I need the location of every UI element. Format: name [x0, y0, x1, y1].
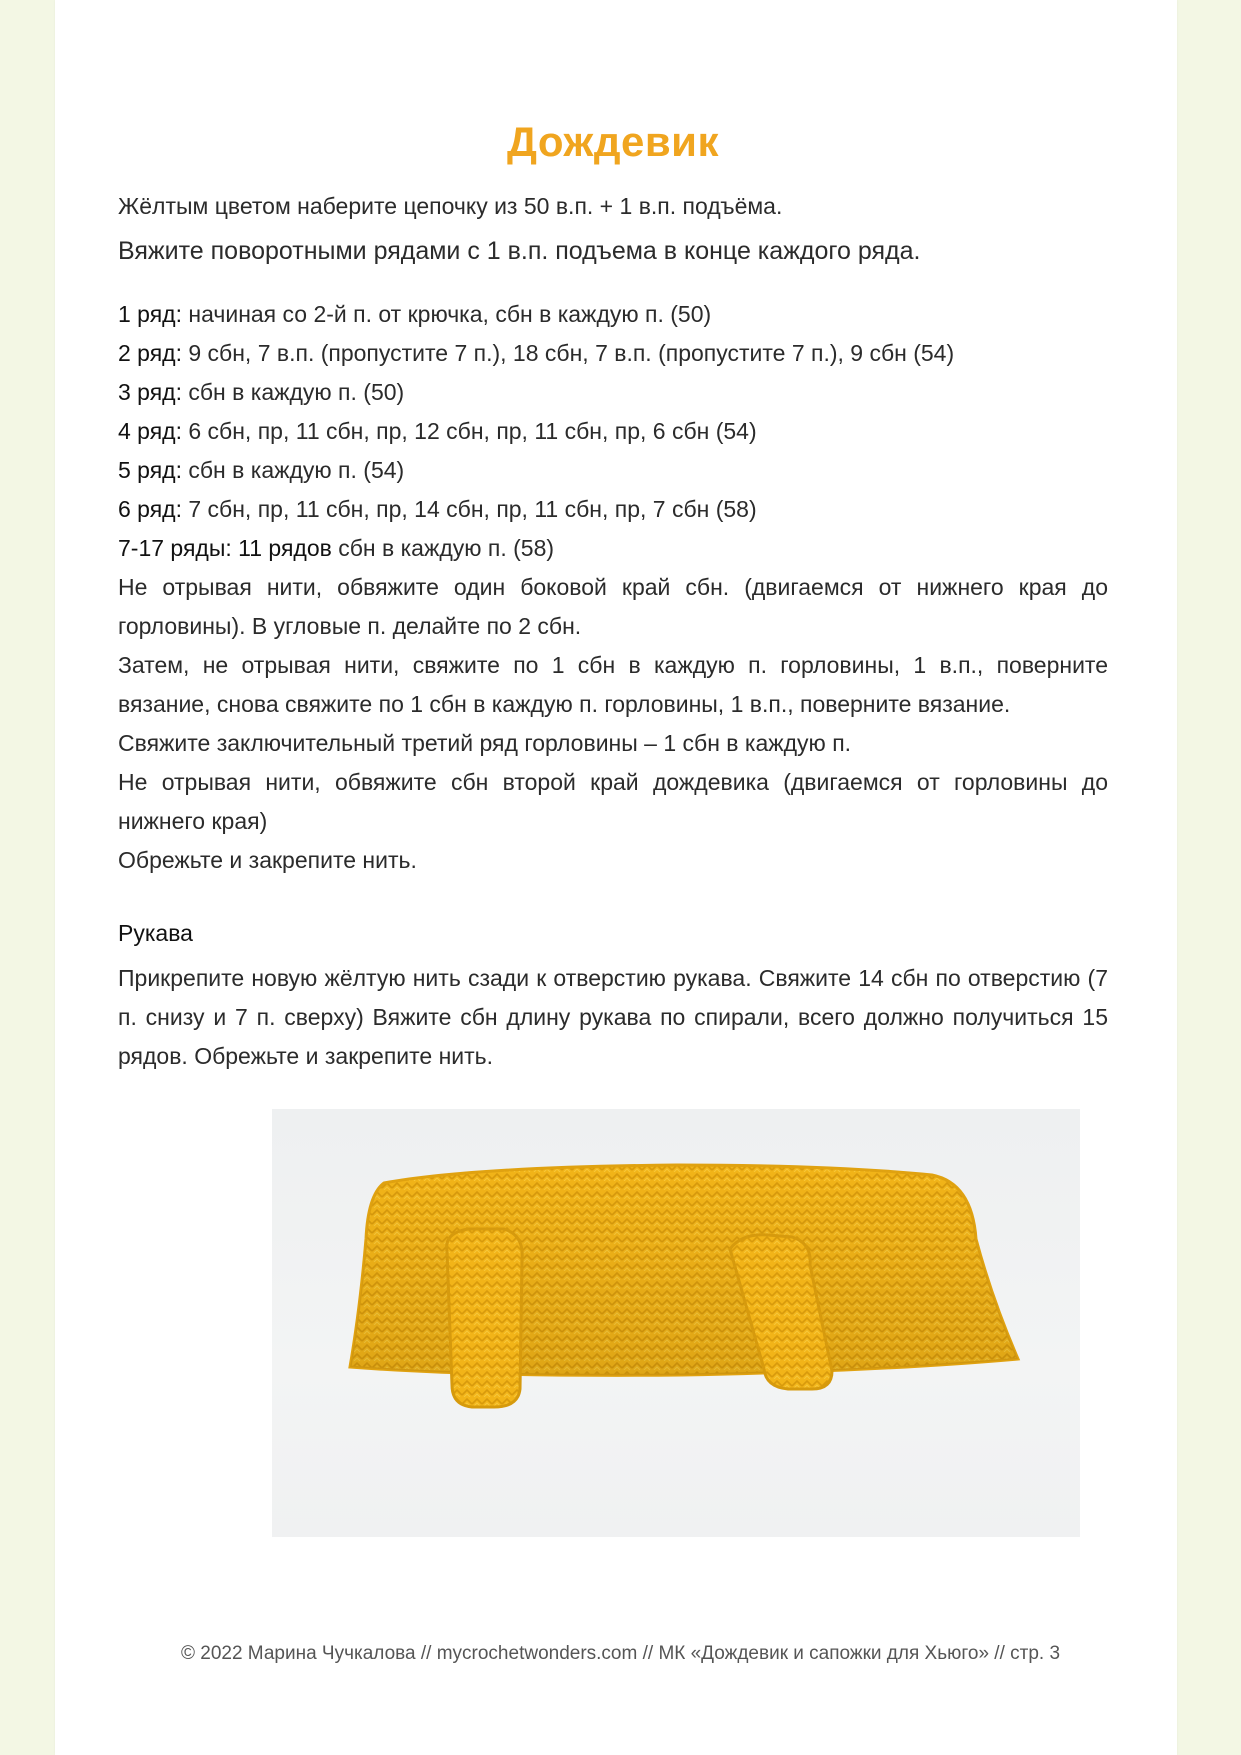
row-label: 2 ряд: [118, 340, 182, 366]
row-instruction [118, 334, 1108, 373]
row-text: сбн в каждую п. (54) [181, 457, 405, 483]
paragraph: Обрежьте и закрепите нить. [118, 847, 417, 873]
row-label: 1 ряд: [118, 301, 182, 327]
paragraph: Свяжите заключительный третий ряд горловины – 1 сбн в каждую п. [118, 730, 852, 756]
sleeve-heading: Рукава [118, 920, 193, 946]
row-text: сбн в каждую п. (50) [181, 379, 405, 405]
document-page [55, 0, 1177, 1755]
row-instruction [118, 295, 1108, 334]
row-instruction [118, 412, 1108, 451]
row-instruction [118, 373, 1108, 412]
page-title: Дождевик [507, 118, 719, 165]
row-label: 4 ряд: [118, 418, 182, 444]
row-instruction [118, 490, 1108, 529]
row-text: 9 сбн, 7 в.п. (пропустите 7 п.), 18 сбн, 7 в.п. (пропустите 7 п.), 9 сбн (54) [181, 340, 955, 366]
page-footer: © 2022 Марина Чучкалова // mycrochetwonders.com // МК «Дождевик и сапожки для Хьюго» // стр. 3 [180, 1643, 1061, 1664]
paragraph: Не отрывая нити, обвяжите один боковой край сбн. (двигаемся от нижнего края до горловины). В угловые п. делайте по 2 сбн. [118, 574, 1108, 639]
row-text: начиная со 2-й п. от крючка, сбн в каждую п. (50) [181, 301, 712, 327]
paragraph: Не отрывая нити, обвяжите сбн второй край дождевика (двигаемся от горловины до нижнего края) [118, 769, 1108, 834]
instructions [118, 295, 1108, 880]
row-label: 7-17 ряды: 11 рядов [118, 535, 332, 561]
raincoat-photo [272, 1109, 1080, 1537]
sleeve-paragraph: Прикрепите новую жёлтую нить сзади к отверстию рукава. Свяжите 14 сбн по отверстию (7 п. снизу и 7 п. сверху) Вяжите сбн длину рукава по спирали, всего должно получиться 15 рядов. Обрежьте и закрепите нить. [118, 965, 1108, 1069]
row-label: 3 ряд: [118, 379, 182, 405]
paragraph: Затем, не отрывая нити, свяжите по 1 сбн в каждую п. горловины, 1 в.п., поверните вязание, снова свяжите по 1 сбн в каждую п. горловины, 1 в.п., поверните вязание. [118, 652, 1108, 717]
row-text: сбн в каждую п. (58) [331, 535, 555, 561]
row-label: 5 ряд: [118, 457, 182, 483]
intro-line-1: Жёлтым цветом наберите цепочку из 50 в.п. + 1 в.п. подъёма. [118, 193, 783, 219]
intro-line-2: Вяжите поворотными рядами с 1 в.п. подъема в конце каждого ряда. [118, 237, 921, 265]
row-instruction [118, 451, 1108, 490]
row-text: 6 сбн, пр, 11 сбн, пр, 12 сбн, пр, 11 сбн, пр, 6 сбн (54) [181, 418, 757, 444]
row-label: 6 ряд: [118, 496, 182, 522]
row-instruction [118, 529, 1108, 568]
row-text: 7 сбн, пр, 11 сбн, пр, 14 сбн, пр, 11 сбн, пр, 7 сбн (58) [181, 496, 757, 522]
